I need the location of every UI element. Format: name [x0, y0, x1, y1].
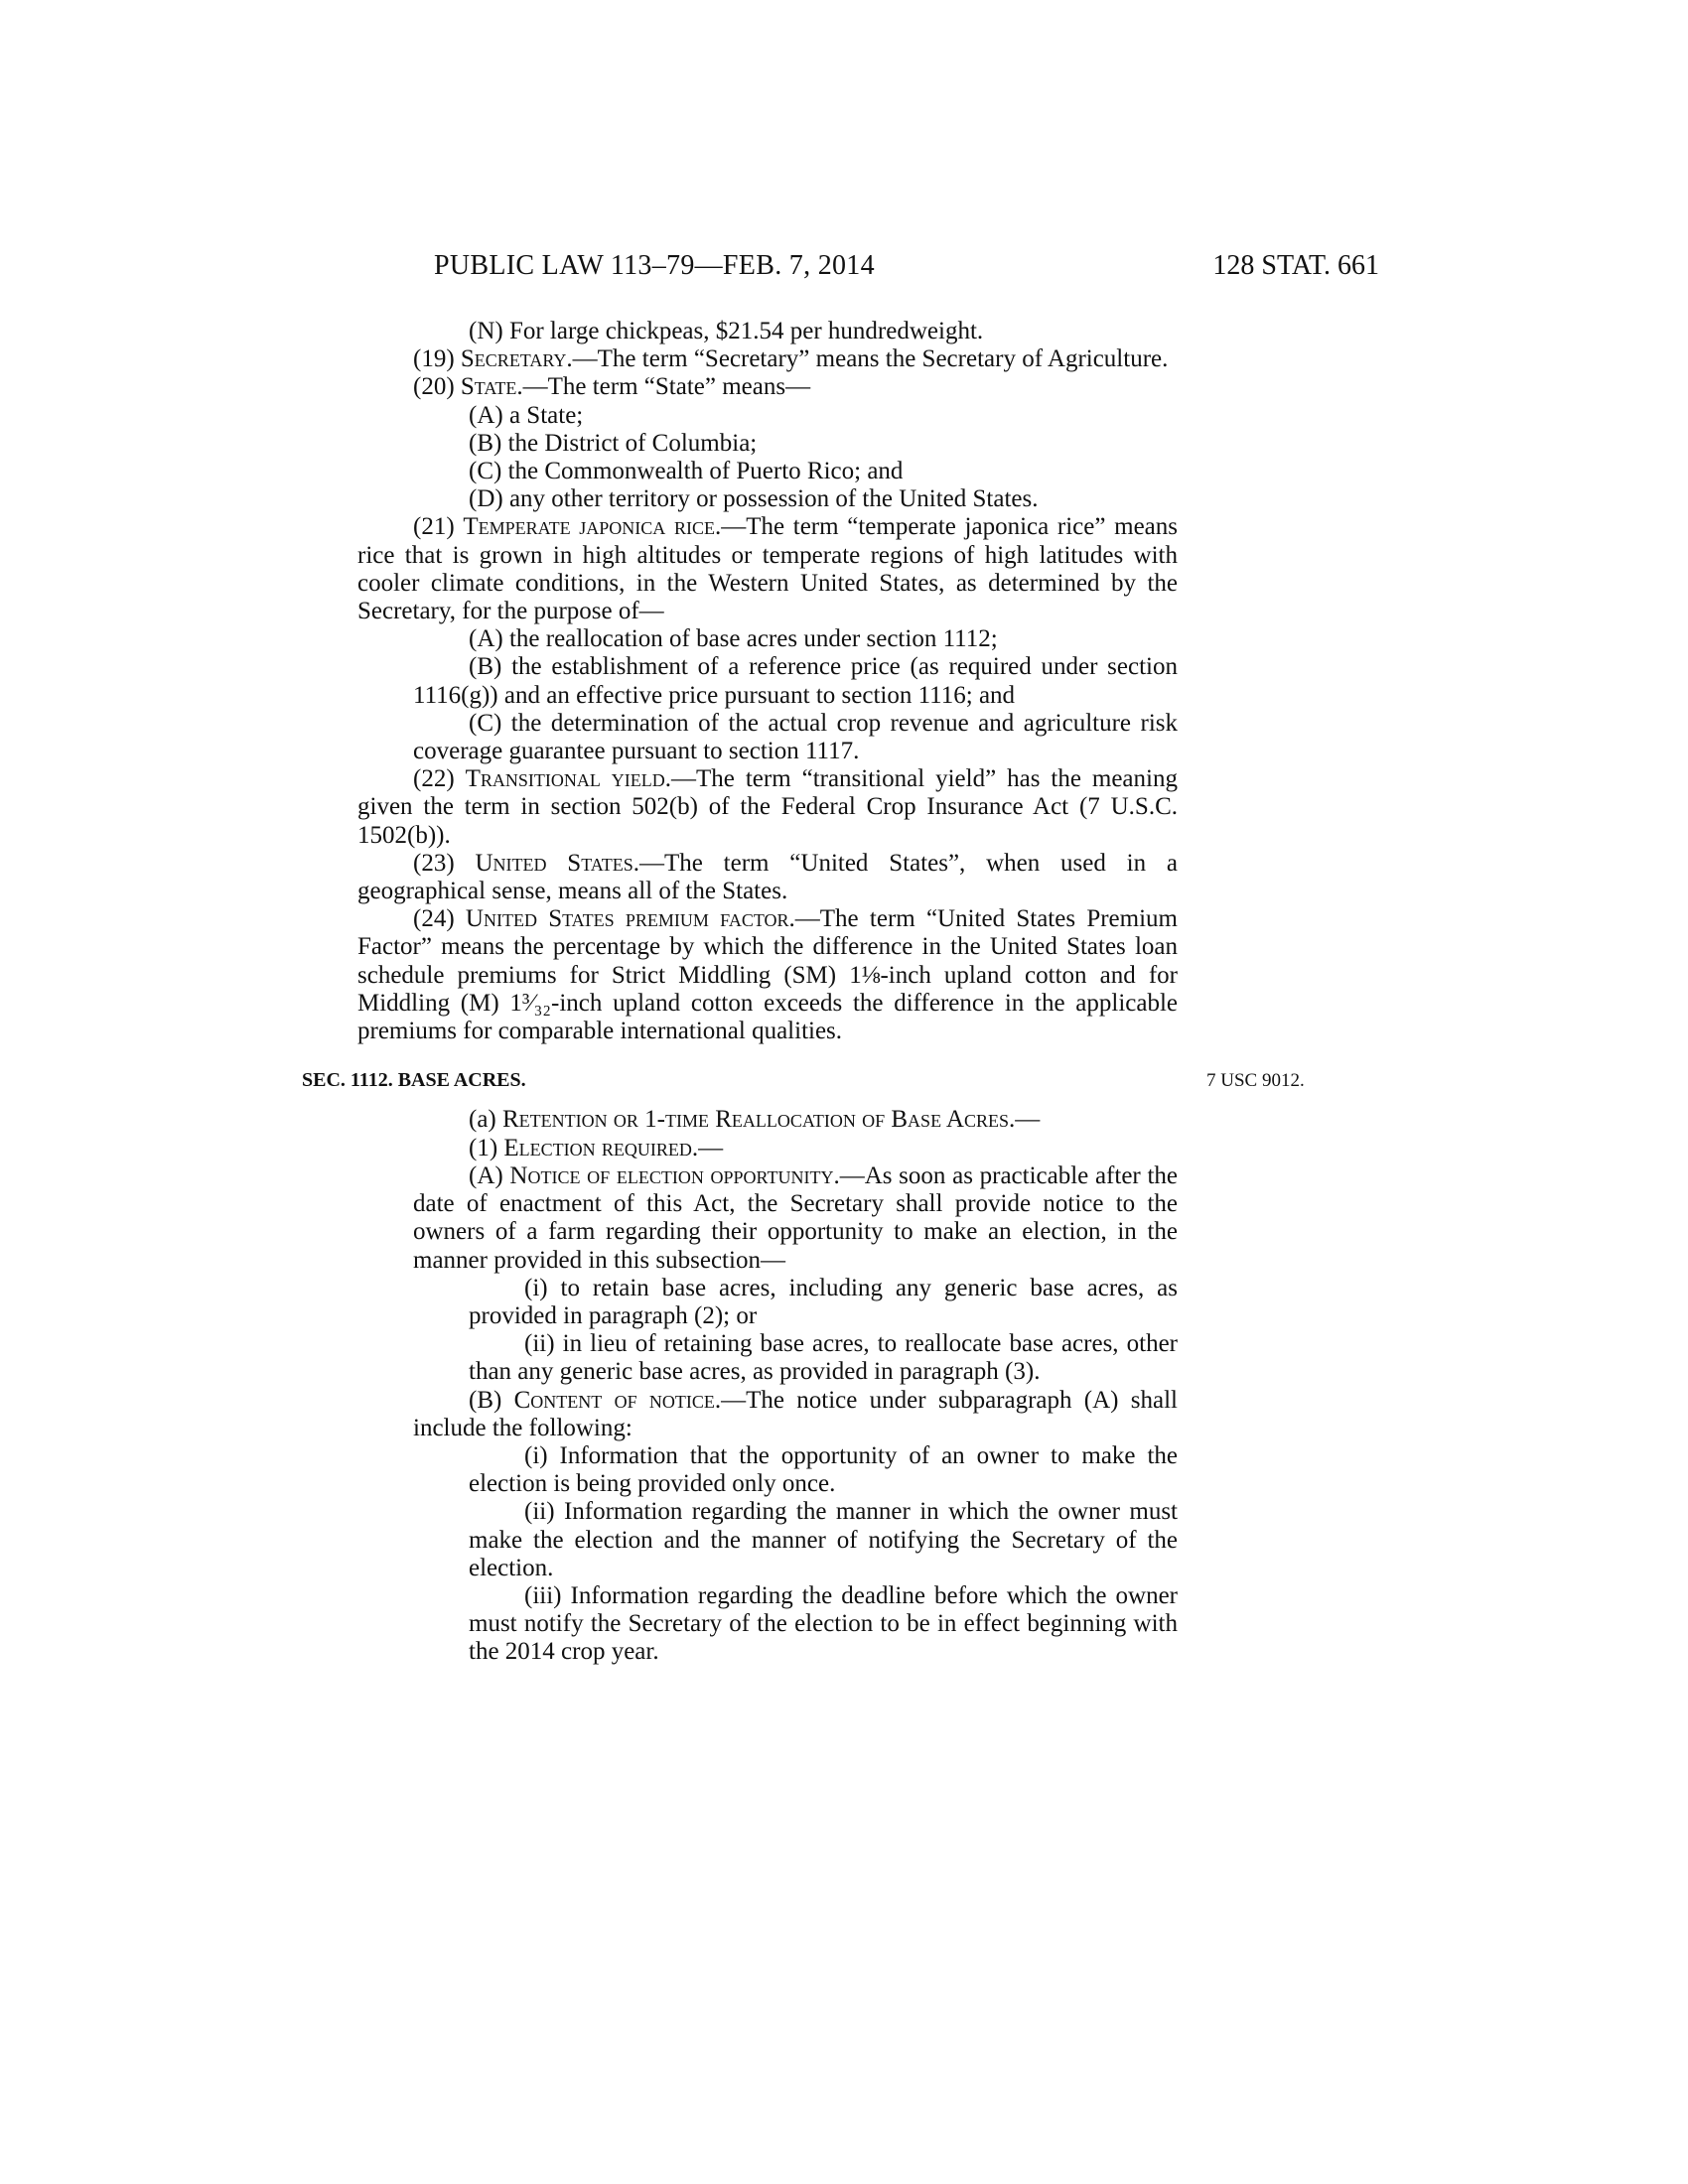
paragraph: (23) United States.—The term “United States”, when used in a geographical sense, means all of the States.	[357, 849, 1179, 905]
paragraph: (19) Secretary.—The term “Secretary” means the Secretary of Agriculture.	[413, 345, 1169, 373]
section-heading: SEC. 1112. BASE ACRES.	[302, 1069, 526, 1092]
usc-sidenote: 7 USC 9012.	[1206, 1070, 1305, 1092]
paragraph: (C) the Commonwealth of Puerto Rico; and	[469, 458, 904, 485]
paragraph: (ii) Information regarding the manner in which the owner must make the election and the manner of notifying the Secretary of the election.	[469, 1498, 1178, 1581]
paragraph: (C) the determination of the actual crop revenue and agriculture risk coverage guarantee pursuant to section 1117.	[413, 709, 1178, 765]
paragraph: (B) the District of Columbia;	[469, 429, 758, 457]
paragraph: (a) Retention or 1-time Reallocation of Base Acres.—	[469, 1106, 1041, 1134]
paragraph: (A) Notice of election opportunity.—As soon as practicable after the date of enactment of this Act, the Secretary shall provide notice to the owners of a farm regarding their opportunity to make an election, in the manner provided in this subsection—	[413, 1161, 1178, 1274]
paragraph: (1) Election required.—	[469, 1134, 724, 1161]
paragraph: (A) the reallocation of base acres under section 1112;	[469, 625, 998, 653]
page-header	[434, 250, 1379, 290]
paragraph: (B) the establishment of a reference price (as required under section 1116(g)) and an effective price pursuant to section 1116; and	[413, 653, 1178, 709]
paragraph: (D) any other territory or possession of the United States.	[469, 485, 1039, 513]
statute-body	[302, 318, 1305, 1667]
section-heading-row	[302, 1065, 1305, 1094]
paragraph: (21) Temperate japonica rice.—The term “temperate japonica rice” means rice that is grown in high altitudes or temperate regions of high latitudes with cooler climate conditions, in the Western United States, as determined by the Secretary, for the purpose of—	[357, 513, 1178, 625]
paragraph: (22) Transitional yield.—The term “transitional yield” has the meaning given the term in section 502(b) of the Federal Crop Insurance Act (7 U.S.C. 1502(b)).	[357, 765, 1178, 849]
paragraph: (i) Information that the opportunity of an owner to make the election is being provided only once.	[469, 1441, 1178, 1498]
paragraph: (A) a State;	[469, 401, 584, 429]
stat-page-number: 128 STAT. 661	[1212, 250, 1379, 281]
paragraph: (B) Content of notice.—The notice under subparagraph (A) shall include the following:	[413, 1386, 1179, 1441]
paragraph: (20) State.—The term “State” means—	[413, 373, 811, 401]
paragraph: (iii) Information regarding the deadline before which the owner must notify the Secretary of the election to be in effect beginning with the 2014 crop year.	[469, 1581, 1178, 1666]
paragraph: (ii) in lieu of retaining base acres, to reallocate base acres, other than any generic base acres, as provided in paragraph (3).	[469, 1330, 1178, 1386]
paragraph: (N) For large chickpeas, $21.54 per hundredweight.	[469, 318, 984, 344]
paragraph: (i) to retain base acres, including any generic base acres, as provided in paragraph (2); or	[469, 1274, 1178, 1329]
paragraph: (24) United States premium factor.—The term “United States Premium Factor” means the percentage by which the difference in the United States loan schedule premiums for Strict Middling (SM) 1⅛-inch upland cotton and for Middling (M) 1³⁄₃₂-inch upland cotton exceeds the difference in the applicable premiums for comparable international qualities.	[357, 905, 1178, 1045]
running-head: PUBLIC LAW 113–79—FEB. 7, 2014	[434, 250, 875, 281]
